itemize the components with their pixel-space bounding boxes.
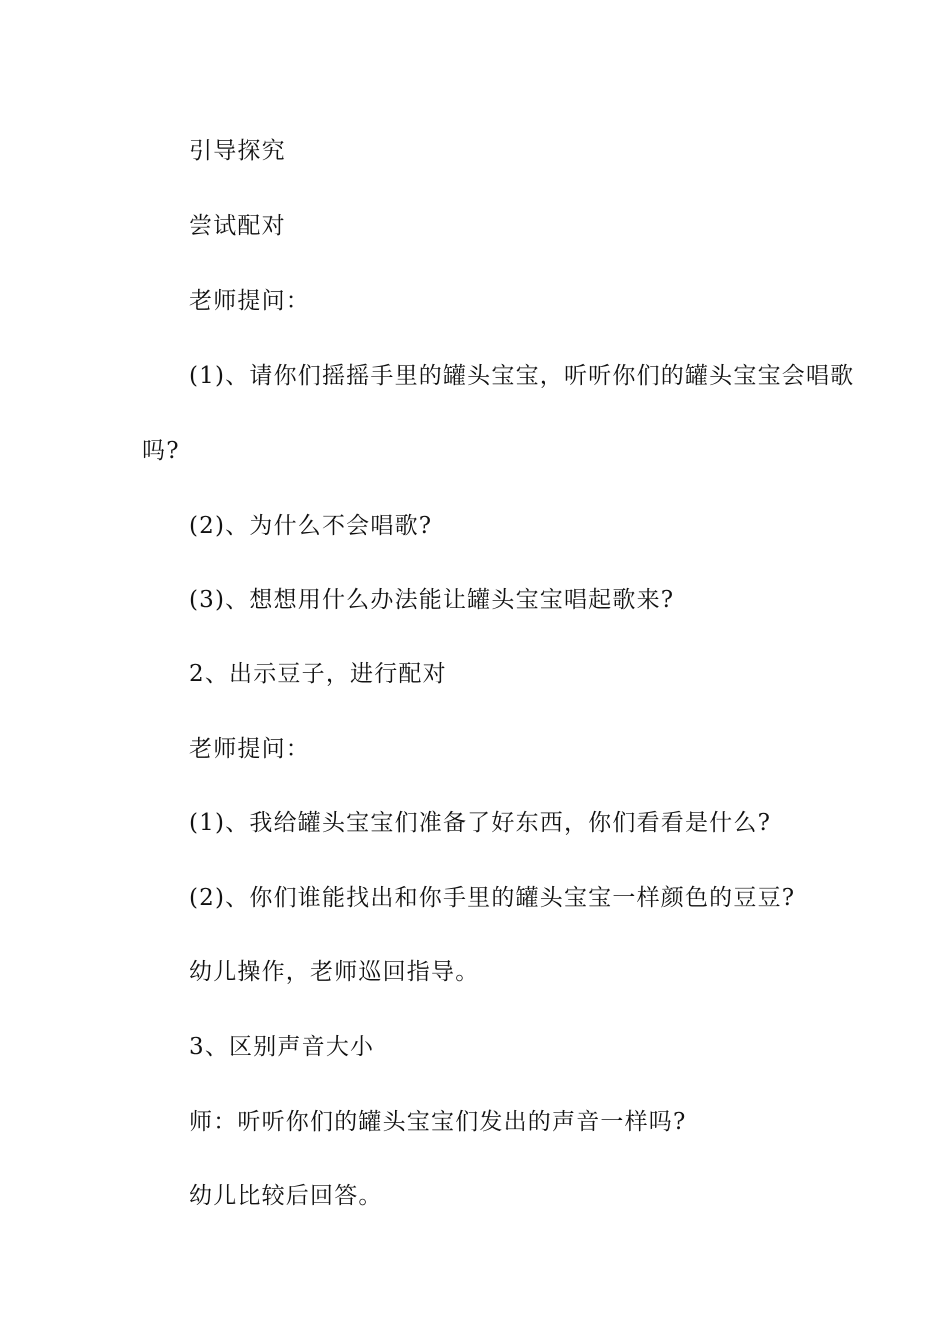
section-heading: 引导探究 xyxy=(189,138,286,164)
paragraph: 老师提问： xyxy=(189,288,310,314)
paragraph: 老师提问： xyxy=(189,736,310,762)
subsection-heading: 3、区别声音大小 xyxy=(189,1034,375,1060)
paragraph-continuation: 吗? xyxy=(142,438,180,464)
paragraph: 幼儿比较后回答。 xyxy=(189,1183,383,1209)
paragraph: (2)、你们谁能找出和你手里的罐头宝宝一样颜色的豆豆? xyxy=(189,885,796,911)
paragraph: (3)、想想用什么办法能让罐头宝宝唱起歌来? xyxy=(189,587,675,613)
subsection-heading: 尝试配对 xyxy=(189,213,286,239)
paragraph: (1)、我给罐头宝宝们准备了好东西，你们看看是什么? xyxy=(189,810,772,836)
paragraph: 幼儿操作，老师巡回指导。 xyxy=(189,959,480,985)
paragraph: (2)、为什么不会唱歌? xyxy=(189,513,433,539)
subsection-heading: 2、出示豆子，进行配对 xyxy=(189,661,447,687)
paragraph: 师：听听你们的罐头宝宝们发出的声音一样吗? xyxy=(189,1109,687,1135)
paragraph: (1)、请你们摇摇手里的罐头宝宝，听听你们的罐头宝宝会唱歌 xyxy=(189,363,855,389)
